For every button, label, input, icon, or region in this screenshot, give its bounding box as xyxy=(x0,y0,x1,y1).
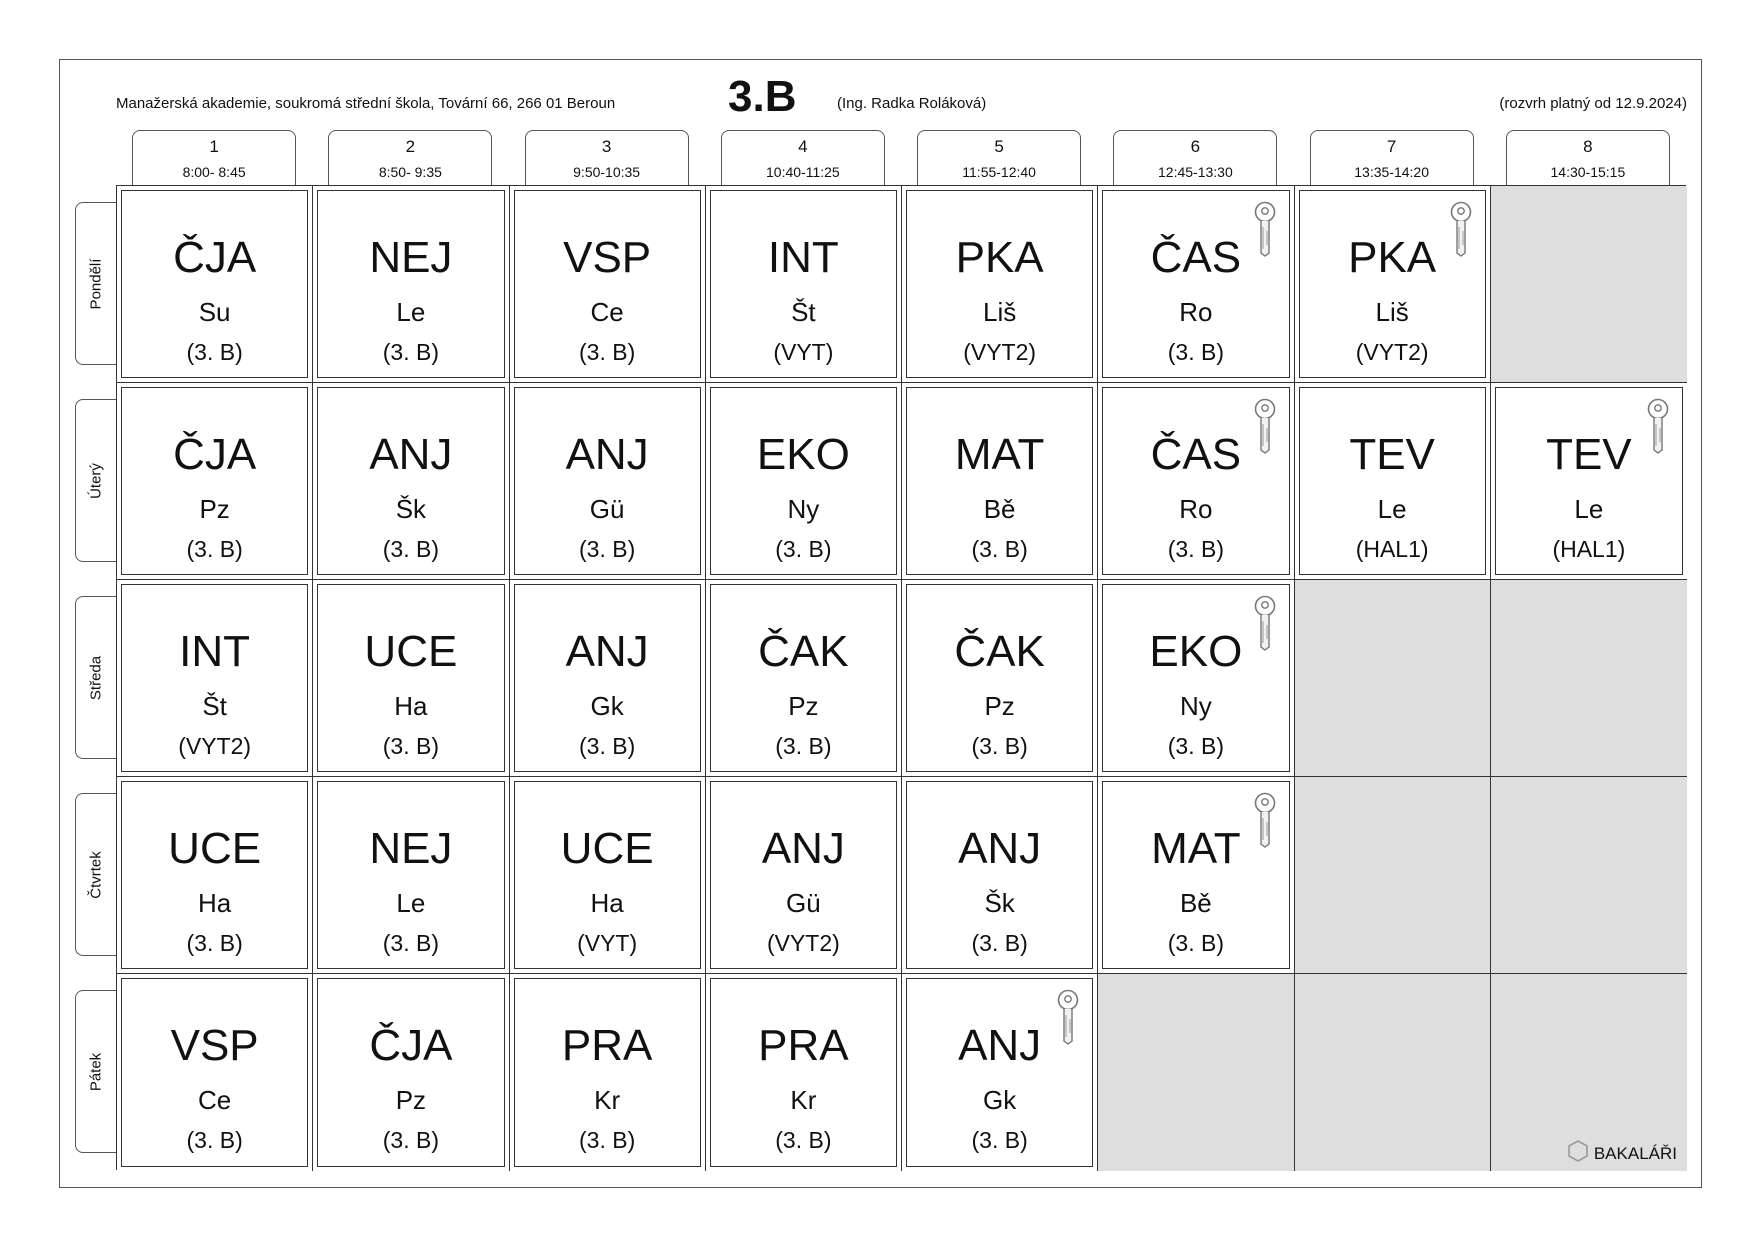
lesson-teacher: Su xyxy=(198,297,231,327)
lesson-teacher: Šk xyxy=(395,494,427,524)
lesson-teacher: Ha xyxy=(198,888,232,918)
lesson-teacher: Ny xyxy=(1179,691,1212,721)
lesson-subject: ČJA xyxy=(173,430,257,479)
lesson-subject: PRA xyxy=(758,1021,849,1070)
period-number: 5 xyxy=(994,137,1004,156)
day-label: Pondělí xyxy=(87,258,105,309)
day-tab-5 xyxy=(75,990,116,1153)
lesson-room: (3. B) xyxy=(971,1127,1028,1153)
lesson-subject: TEV xyxy=(1546,430,1632,479)
lesson-room: (3. B) xyxy=(186,339,243,365)
lesson-cell xyxy=(706,383,902,580)
lesson-cell xyxy=(902,974,1098,1171)
lesson-cell xyxy=(117,777,313,974)
empty-cell xyxy=(1295,580,1491,777)
lesson-teacher: Pz xyxy=(788,691,819,721)
period-time: 8:00- 8:45 xyxy=(182,164,246,180)
lesson-cell xyxy=(1098,580,1294,777)
lesson-card xyxy=(1102,190,1289,378)
lesson-subject: PKA xyxy=(955,233,1044,282)
lesson-subject: PKA xyxy=(1348,233,1437,282)
lesson-subject: UCE xyxy=(560,824,654,873)
lesson-subject: EKO xyxy=(1149,627,1243,676)
hexagon-icon xyxy=(1568,1140,1588,1167)
period-number: 1 xyxy=(209,137,219,156)
lesson-card xyxy=(1495,387,1683,575)
empty-cell xyxy=(1491,777,1687,974)
class-name: 3.B xyxy=(728,72,797,121)
lesson-room: (3. B) xyxy=(1167,930,1224,956)
lesson-subject: ČJA xyxy=(173,233,257,282)
key-icon xyxy=(1253,201,1277,257)
lesson-card xyxy=(317,387,504,575)
lesson-card xyxy=(906,584,1093,772)
lesson-room: (HAL1) xyxy=(1355,536,1429,562)
day-tab-2 xyxy=(75,399,116,562)
lesson-cell xyxy=(313,186,509,383)
lesson-subject: ANJ xyxy=(565,627,649,676)
lesson-room: (3. B) xyxy=(775,536,832,562)
lesson-teacher: Pz xyxy=(199,494,230,524)
lesson-subject: TEV xyxy=(1349,430,1435,479)
lesson-room: (3. B) xyxy=(382,930,439,956)
lesson-subject: NEJ xyxy=(369,233,453,282)
lesson-cell xyxy=(902,777,1098,974)
lesson-room: (3. B) xyxy=(579,733,636,759)
lesson-cell xyxy=(117,580,313,777)
lesson-room: (VYT2) xyxy=(963,339,1037,365)
lesson-teacher: Le xyxy=(396,888,426,918)
lesson-teacher: Kr xyxy=(790,1085,817,1115)
lesson-room: (3. B) xyxy=(971,733,1028,759)
lesson-room: (3. B) xyxy=(186,536,243,562)
lesson-card xyxy=(317,781,504,969)
lesson-subject: ANJ xyxy=(761,824,845,873)
period-tab-8 xyxy=(1506,130,1670,185)
period-tab-4 xyxy=(721,130,885,185)
lesson-teacher: Liš xyxy=(1375,297,1409,327)
lesson-card xyxy=(1102,387,1289,575)
lesson-teacher: Ha xyxy=(590,888,624,918)
key-icon xyxy=(1056,989,1080,1045)
lesson-teacher: Bě xyxy=(983,494,1016,524)
day-tab-1 xyxy=(75,202,116,365)
lesson-cell xyxy=(510,777,706,974)
lesson-cell xyxy=(313,580,509,777)
lesson-room: (3. B) xyxy=(775,733,832,759)
lesson-teacher: Liš xyxy=(983,297,1017,327)
lesson-cell xyxy=(510,186,706,383)
lesson-room: (3. B) xyxy=(382,1127,439,1153)
lesson-subject: ČJA xyxy=(369,1021,453,1070)
lesson-teacher: Pz xyxy=(984,691,1015,721)
lesson-cell xyxy=(117,383,313,580)
key-icon xyxy=(1253,792,1277,848)
lesson-card xyxy=(710,387,897,575)
period-tab-2 xyxy=(328,130,492,185)
lesson-card xyxy=(121,387,308,575)
lesson-card xyxy=(121,781,308,969)
lesson-cell xyxy=(1098,383,1294,580)
lesson-card xyxy=(1102,584,1289,772)
lesson-card xyxy=(514,978,701,1167)
lesson-teacher: Ro xyxy=(1179,494,1213,524)
period-number: 7 xyxy=(1386,137,1397,156)
lesson-card xyxy=(906,190,1093,378)
lesson-card xyxy=(906,387,1093,575)
lesson-subject: ANJ xyxy=(958,1021,1042,1070)
lesson-teacher: Kr xyxy=(594,1085,621,1115)
period-time: 13:35-14:20 xyxy=(1354,164,1429,180)
lesson-card xyxy=(317,584,504,772)
lesson-teacher: Št xyxy=(202,691,227,721)
lesson-cell xyxy=(313,383,509,580)
lesson-card xyxy=(121,978,308,1167)
lesson-card xyxy=(514,584,701,772)
lesson-card xyxy=(906,978,1093,1167)
lesson-cell xyxy=(706,186,902,383)
period-time: 14:30-15:15 xyxy=(1550,164,1626,180)
logo-text: BAKALÁŘI xyxy=(1593,1143,1677,1163)
lesson-teacher: Gk xyxy=(983,1085,1017,1115)
lesson-card xyxy=(710,781,897,969)
lesson-cell xyxy=(117,974,313,1171)
lesson-subject: UCE xyxy=(168,824,262,873)
period-number: 8 xyxy=(1583,137,1593,156)
day-tab-3 xyxy=(75,596,116,759)
lesson-room: (VYT2) xyxy=(1355,339,1429,365)
lesson-card xyxy=(906,781,1093,969)
key-icon xyxy=(1646,398,1670,454)
lesson-cell xyxy=(1098,186,1294,383)
lesson-cell xyxy=(1295,383,1491,580)
lesson-teacher: Gk xyxy=(590,691,624,721)
lesson-subject: MAT xyxy=(954,430,1045,479)
lesson-cell xyxy=(902,383,1098,580)
lesson-cell xyxy=(706,974,902,1171)
bakalari-logo xyxy=(1568,1140,1677,1167)
lesson-cell xyxy=(1098,777,1294,974)
lesson-room: (VYT2) xyxy=(766,930,840,956)
lesson-subject: EKO xyxy=(756,430,850,479)
lesson-subject: ANJ xyxy=(565,430,649,479)
lesson-subject: MAT xyxy=(1151,824,1241,873)
empty-cell xyxy=(1295,777,1491,974)
lesson-room: (3. B) xyxy=(579,536,636,562)
lesson-cell xyxy=(510,580,706,777)
lesson-card xyxy=(710,190,897,378)
lesson-subject: INT xyxy=(767,233,839,282)
key-icon xyxy=(1253,398,1277,454)
lesson-teacher: Šk xyxy=(984,888,1015,918)
lesson-room: (3. B) xyxy=(579,339,636,365)
lesson-room: (VYT) xyxy=(577,930,638,956)
lesson-teacher: Ce xyxy=(198,1085,232,1115)
lesson-teacher: Št xyxy=(791,297,816,327)
lesson-card xyxy=(1102,781,1289,969)
lesson-room: (3. B) xyxy=(1167,536,1224,562)
empty-cell xyxy=(1491,580,1687,777)
lesson-teacher: Le xyxy=(1377,494,1407,524)
lesson-card xyxy=(317,978,504,1167)
period-time: 10:40-11:25 xyxy=(766,164,840,180)
period-tab-3 xyxy=(525,130,689,185)
lesson-card xyxy=(121,584,308,772)
empty-cell xyxy=(1098,974,1294,1171)
lesson-card xyxy=(1299,190,1486,378)
period-tab-6 xyxy=(1113,130,1277,185)
lesson-cell xyxy=(313,777,509,974)
lesson-teacher: Le xyxy=(396,297,426,327)
lesson-teacher: Pz xyxy=(395,1085,427,1115)
lesson-card xyxy=(710,978,897,1167)
lesson-room: (3. B) xyxy=(971,930,1028,956)
period-time: 11:55-12:40 xyxy=(962,164,1036,180)
lesson-room: (VYT) xyxy=(773,339,834,365)
lesson-cell xyxy=(902,580,1098,777)
lesson-teacher: Ro xyxy=(1179,297,1213,327)
lesson-room: (3. B) xyxy=(1167,339,1224,365)
empty-cell xyxy=(1491,186,1687,383)
lesson-card xyxy=(710,584,897,772)
lesson-teacher: Ha xyxy=(394,691,428,721)
class-teacher: (Ing. Radka Roláková) xyxy=(837,95,987,112)
lesson-cell xyxy=(1295,186,1491,383)
lesson-room: (3. B) xyxy=(1167,733,1224,759)
day-label: Středa xyxy=(87,655,105,700)
lesson-teacher: Gü xyxy=(589,494,625,524)
timetable-grid xyxy=(116,185,1686,1170)
period-number: 6 xyxy=(1190,137,1201,156)
lesson-subject: ANJ xyxy=(958,824,1042,873)
period-time: 12:45-13:30 xyxy=(1158,164,1233,180)
empty-cell xyxy=(1295,974,1491,1171)
lesson-room: (3. B) xyxy=(579,1127,636,1153)
lesson-card xyxy=(121,190,308,378)
period-number: 2 xyxy=(405,137,416,156)
lesson-card xyxy=(514,190,701,378)
lesson-teacher: Ny xyxy=(787,494,820,524)
lesson-cell xyxy=(510,974,706,1171)
lesson-cell xyxy=(313,974,509,1171)
lesson-subject: NEJ xyxy=(369,824,453,873)
period-time: 8:50- 9:35 xyxy=(378,164,442,180)
lesson-card xyxy=(514,781,701,969)
lesson-subject: ČAK xyxy=(758,627,849,676)
day-label: Pátek xyxy=(87,1052,105,1091)
lesson-cell xyxy=(117,186,313,383)
period-number: 4 xyxy=(798,137,808,156)
lesson-teacher: Ce xyxy=(590,297,624,327)
lesson-room: (VYT2) xyxy=(178,733,252,759)
validity-date: (rozvrh platný od 12.9.2024) xyxy=(1499,95,1687,112)
lesson-room: (3. B) xyxy=(186,1127,243,1153)
lesson-subject: PRA xyxy=(561,1021,653,1070)
lesson-room: (3. B) xyxy=(382,536,439,562)
lesson-subject: ANJ xyxy=(369,430,453,479)
lesson-cell xyxy=(510,383,706,580)
lesson-subject: INT xyxy=(179,627,251,676)
lesson-teacher: Le xyxy=(1574,494,1604,524)
lesson-room: (3. B) xyxy=(186,930,243,956)
lesson-card xyxy=(514,387,701,575)
lesson-room: (3. B) xyxy=(382,339,439,365)
lesson-cell xyxy=(1491,383,1687,580)
school-name: Manažerská akademie, soukromá střední škola, Tovární 66, 266 01 Beroun xyxy=(116,95,616,112)
lesson-cell xyxy=(902,186,1098,383)
key-icon xyxy=(1253,595,1277,651)
lesson-room: (HAL1) xyxy=(1552,536,1626,562)
lesson-teacher: Gü xyxy=(786,888,821,918)
lesson-subject: VSP xyxy=(170,1021,259,1070)
key-icon xyxy=(1449,201,1473,257)
lesson-subject: ČAS xyxy=(1150,430,1242,479)
lesson-room: (3. B) xyxy=(382,733,439,759)
lesson-subject: ČAK xyxy=(954,627,1045,676)
period-tab-5 xyxy=(917,130,1081,185)
lesson-room: (3. B) xyxy=(775,1127,832,1153)
period-tab-1 xyxy=(132,130,296,185)
period-time: 9:50-10:35 xyxy=(573,164,641,180)
lesson-subject: ČAS xyxy=(1150,233,1242,282)
lesson-subject: UCE xyxy=(364,627,458,676)
lesson-card xyxy=(1299,387,1486,575)
lesson-subject: VSP xyxy=(563,233,652,282)
lesson-card xyxy=(317,190,504,378)
day-tab-4 xyxy=(75,793,116,956)
period-tab-7 xyxy=(1310,130,1474,185)
lesson-cell xyxy=(706,580,902,777)
lesson-cell xyxy=(706,777,902,974)
lesson-room: (3. B) xyxy=(971,536,1028,562)
day-label: Úterý xyxy=(87,462,105,499)
day-label: Čtvrtek xyxy=(87,850,105,899)
lesson-teacher: Bě xyxy=(1179,888,1212,918)
period-number: 3 xyxy=(601,137,612,156)
